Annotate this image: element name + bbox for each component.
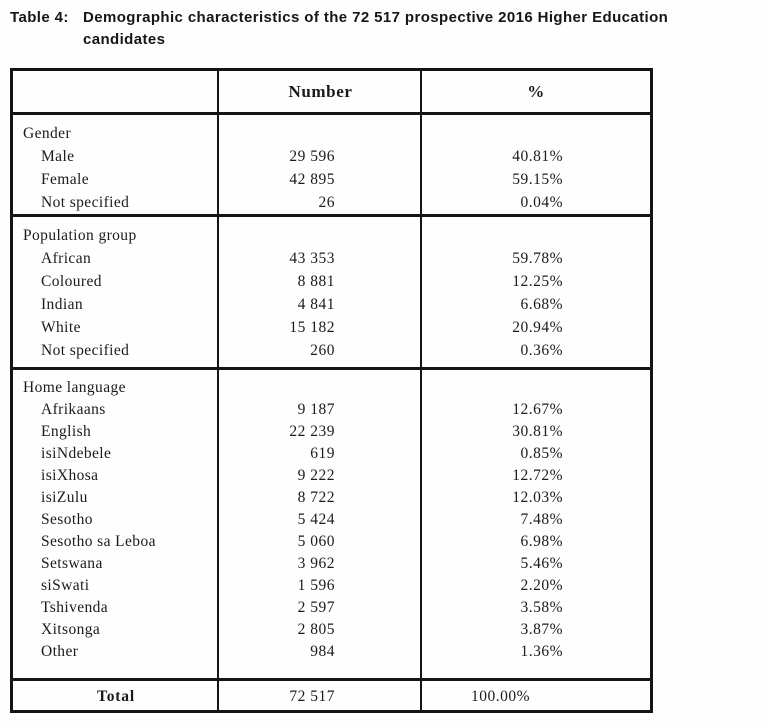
category-cell: Male — [41, 148, 75, 165]
percent-cell: 6.68% — [520, 296, 563, 313]
number-cell: 8 722 — [297, 489, 335, 506]
number-cell: 8 881 — [297, 273, 335, 290]
table-row — [13, 641, 650, 663]
percent-cell: 12.72% — [512, 467, 563, 484]
section-label: Home language — [23, 379, 126, 396]
number-cell: 9 187 — [297, 401, 335, 418]
number-cell: 15 182 — [289, 319, 335, 336]
category-cell: African — [41, 250, 92, 267]
category-cell: siSwati — [41, 577, 90, 594]
table-row — [13, 293, 650, 316]
category-cell: Coloured — [41, 273, 102, 290]
number-cell: 9 222 — [297, 467, 335, 484]
category-cell: Other — [41, 643, 79, 660]
total-percent-cell: 100.00% — [470, 687, 530, 705]
number-cell: 2 597 — [297, 599, 335, 616]
table-header-row — [13, 71, 650, 115]
table-row — [13, 247, 650, 270]
table-caption-line1: Demographic characteristics of the 72 517 prospective 2016 Higher Education — [83, 9, 669, 26]
category-cell: Sesotho — [41, 511, 93, 528]
table-row — [13, 421, 650, 443]
category-cell: Sesotho sa Leboa — [41, 533, 156, 550]
number-cell: 5 060 — [297, 533, 335, 550]
section-home-language — [13, 370, 650, 681]
category-cell: isiNdebele — [41, 445, 112, 462]
total-number-cell: 72 517 — [289, 687, 335, 705]
category-cell: Not specified — [41, 342, 130, 359]
percent-cell: 12.25% — [512, 273, 563, 290]
percent-cell: 2.20% — [520, 577, 563, 594]
number-cell: 2 805 — [297, 621, 335, 638]
table-row — [13, 399, 650, 421]
table-row — [13, 191, 650, 214]
table-row — [13, 509, 650, 531]
empty-cell — [219, 377, 422, 399]
number-cell: 5 424 — [297, 511, 335, 528]
percent-cell: 3.87% — [520, 621, 563, 638]
section-label-row — [13, 122, 650, 145]
category-cell: isiXhosa — [41, 467, 99, 484]
empty-cell — [219, 122, 422, 145]
table-body — [13, 115, 650, 681]
table-row — [13, 145, 650, 168]
section-gender — [13, 115, 650, 217]
category-cell: White — [41, 319, 81, 336]
header-cell-percent: % — [527, 81, 545, 101]
table-row — [13, 553, 650, 575]
total-row — [13, 681, 650, 712]
percent-cell: 59.15% — [512, 171, 563, 188]
percent-cell: 12.03% — [512, 489, 563, 506]
table-row — [13, 339, 650, 362]
percent-cell: 0.36% — [520, 342, 563, 359]
column-divider-1 — [217, 71, 219, 710]
percent-cell: 59.78% — [512, 250, 563, 267]
empty-cell — [422, 377, 650, 399]
category-cell: isiZulu — [41, 489, 88, 506]
category-cell: Not specified — [41, 194, 130, 211]
section-label: Population group — [23, 227, 137, 244]
table-caption-number: Table 4: — [10, 9, 69, 26]
column-divider-2 — [420, 71, 422, 710]
percent-cell: 1.36% — [520, 643, 563, 660]
number-cell: 984 — [310, 643, 335, 660]
category-cell: Setswana — [41, 555, 103, 572]
percent-cell: 30.81% — [512, 423, 563, 440]
empty-cell — [219, 224, 422, 247]
empty-cell — [422, 122, 650, 145]
number-cell: 26 — [318, 194, 335, 211]
table-caption-line2: candidates — [83, 31, 166, 48]
empty-cell — [422, 224, 650, 247]
category-cell: Indian — [41, 296, 83, 313]
category-cell: Xitsonga — [41, 621, 101, 638]
table-row — [13, 316, 650, 339]
percent-cell: 5.46% — [520, 555, 563, 572]
number-cell: 3 962 — [297, 555, 335, 572]
percent-cell: 0.85% — [520, 445, 563, 462]
table-row — [13, 619, 650, 641]
section-label: Gender — [23, 125, 72, 142]
percent-cell: 3.58% — [520, 599, 563, 616]
category-cell: Female — [41, 171, 90, 188]
section-label-row — [13, 377, 650, 399]
table-row — [13, 487, 650, 509]
table-row — [13, 465, 650, 487]
table-row — [13, 597, 650, 619]
number-cell: 4 841 — [297, 296, 335, 313]
category-cell: Afrikaans — [41, 401, 106, 418]
percent-cell: 20.94% — [512, 319, 563, 336]
header-cell-number: Number — [288, 81, 353, 101]
percent-cell: 0.04% — [520, 194, 563, 211]
table-row — [13, 531, 650, 553]
section-population-group — [13, 217, 650, 370]
percent-cell: 40.81% — [512, 148, 563, 165]
percent-cell: 6.98% — [520, 533, 563, 550]
number-cell: 43 353 — [289, 250, 335, 267]
section-label-row — [13, 224, 650, 247]
category-cell: English — [41, 423, 92, 440]
table-row — [13, 443, 650, 465]
percent-cell: 12.67% — [512, 401, 563, 418]
number-cell: 260 — [310, 342, 335, 359]
total-label-cell: Total — [97, 687, 135, 705]
number-cell: 22 239 — [289, 423, 335, 440]
demographics-table — [10, 68, 653, 713]
table-caption-text — [83, 7, 668, 51]
percent-cell: 7.48% — [520, 511, 563, 528]
table-row — [13, 270, 650, 293]
table-caption — [10, 7, 668, 51]
number-cell: 619 — [310, 445, 335, 462]
number-cell: 29 596 — [289, 148, 335, 165]
table-row — [13, 575, 650, 597]
table-row — [13, 168, 650, 191]
number-cell: 42 895 — [289, 171, 335, 188]
number-cell: 1 596 — [297, 577, 335, 594]
category-cell: Tshivenda — [41, 599, 109, 616]
